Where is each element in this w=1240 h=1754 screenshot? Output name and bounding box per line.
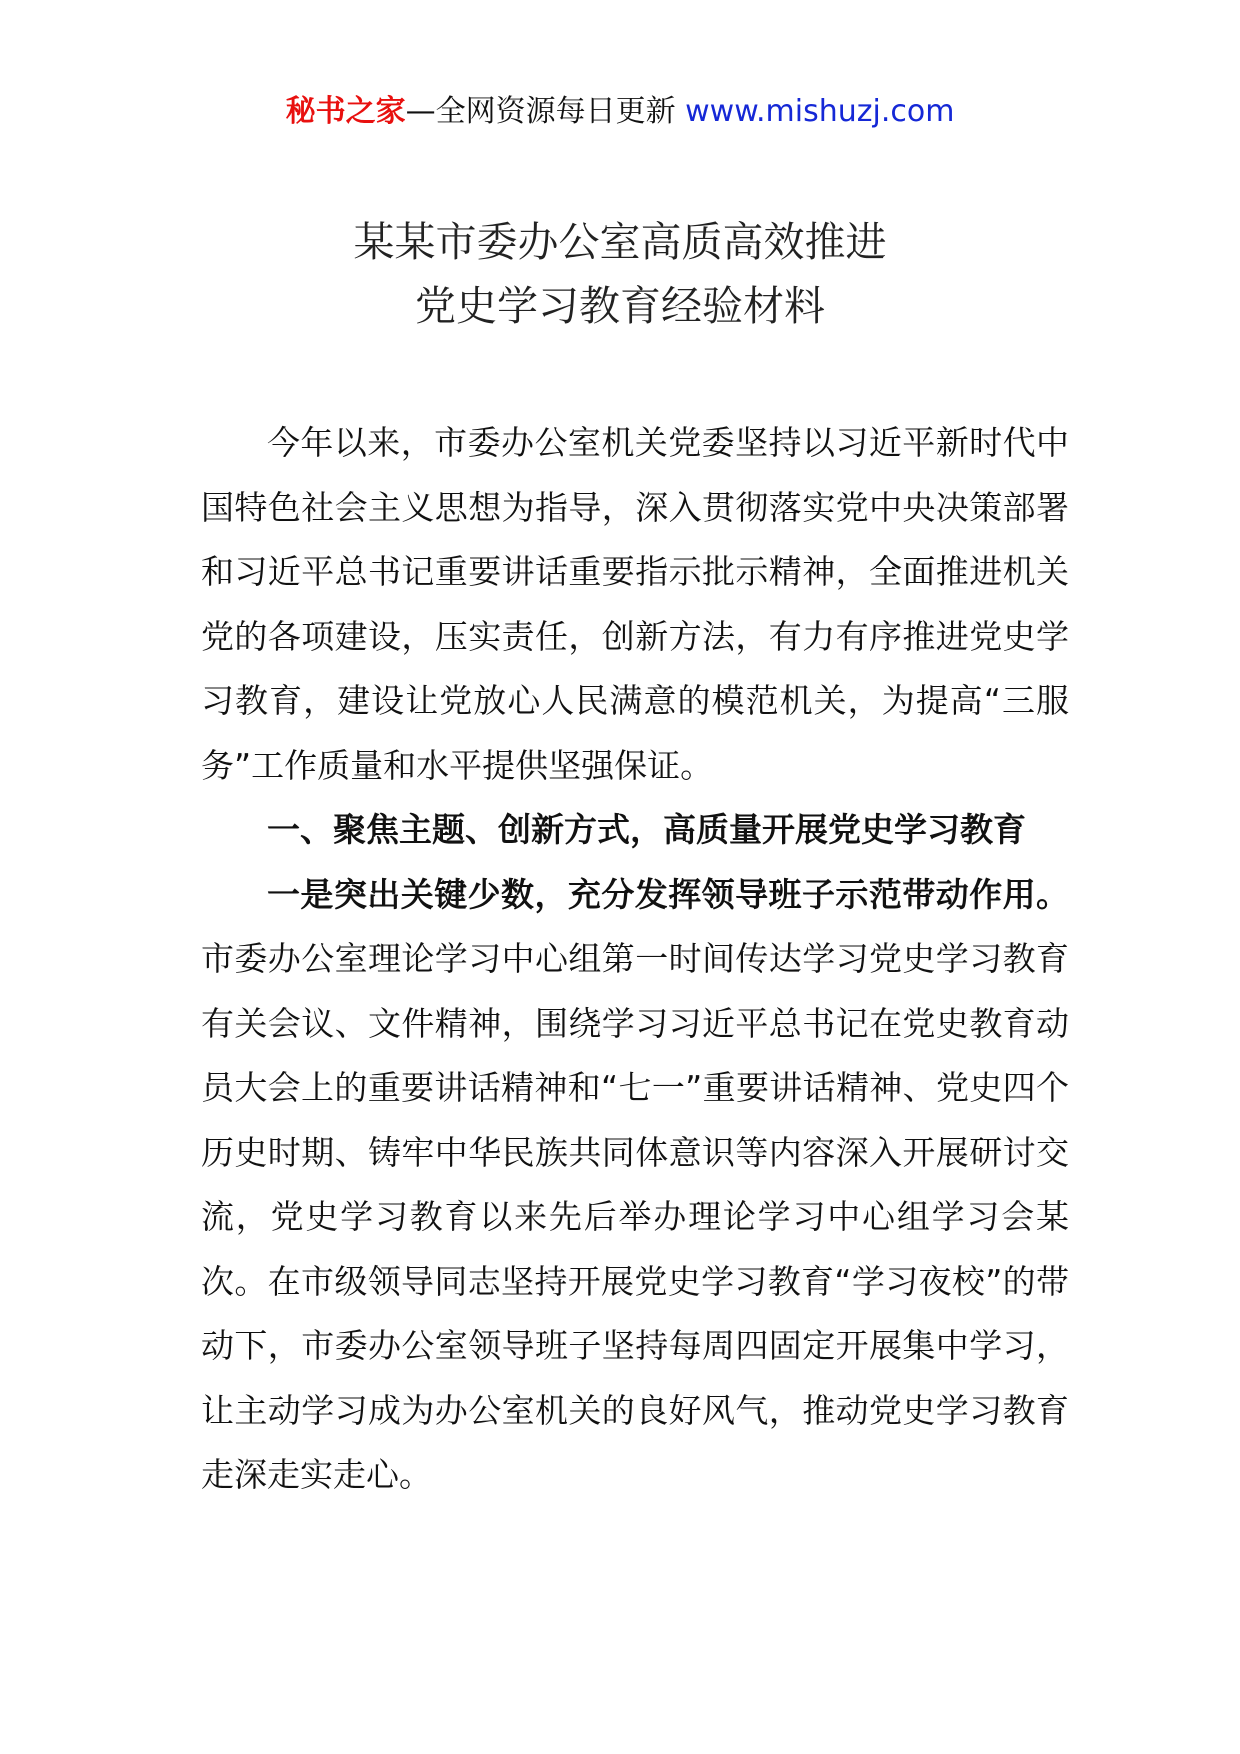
document-body xyxy=(201,411,1069,1508)
site-header xyxy=(0,92,1240,132)
document-title xyxy=(0,210,1240,338)
title-line-2: 党史学习教育经验材料 xyxy=(415,282,825,330)
point-1-text: 市委办公室理论学习中心组第一时间传达学习党史学习教育有关会议、文件精神，围绕学习习近平总书记在党史教育动员大会上的重要讲话精神和“七一”重要讲话精神、党史四个历史时期、铸牢中华民族共同体意识等内容深入开展研讨交流，党史学习教育以来先后举办理论学习中心组学习会某次。在市级领导同志坚持开展党史学习教育“学习夜校”的带动下，市委办公室领导班子坚持每周四固定开展集中学习，让主动学习成为办公室机关的良好风气，推动党史学习教育走深走实走心。 xyxy=(201,939,1069,1494)
point-1-paragraph xyxy=(201,863,1069,1508)
title-line-1: 某某市委办公室高质高效推进 xyxy=(353,218,887,266)
header-slogan: —全网资源每日更新 xyxy=(405,94,686,129)
brand-name: 秘书之家 xyxy=(285,94,406,129)
point-1-lead: 一是突出关键少数，充分发挥领导班子示范带动作用。 xyxy=(267,874,1069,914)
website-url[interactable]: www.mishuzj.com xyxy=(685,94,955,129)
section-heading-1: 一、聚焦主题、创新方式，高质量开展党史学习教育 xyxy=(267,810,1026,849)
intro-paragraph: 今年以来，市委办公室机关党委坚持以习近平新时代中国特色社会主义思想为指导，深入贯彻落实党中央决策部署和习近平总书记重要讲话重要指示批示精神，全面推进机关党的各项建设，压实责任，创新方法，有力有序推进党史学习教育，建设让党放心人民满意的模范机关，为提高“三服务”工作质量和水平提供坚强保证。 xyxy=(201,423,1069,785)
